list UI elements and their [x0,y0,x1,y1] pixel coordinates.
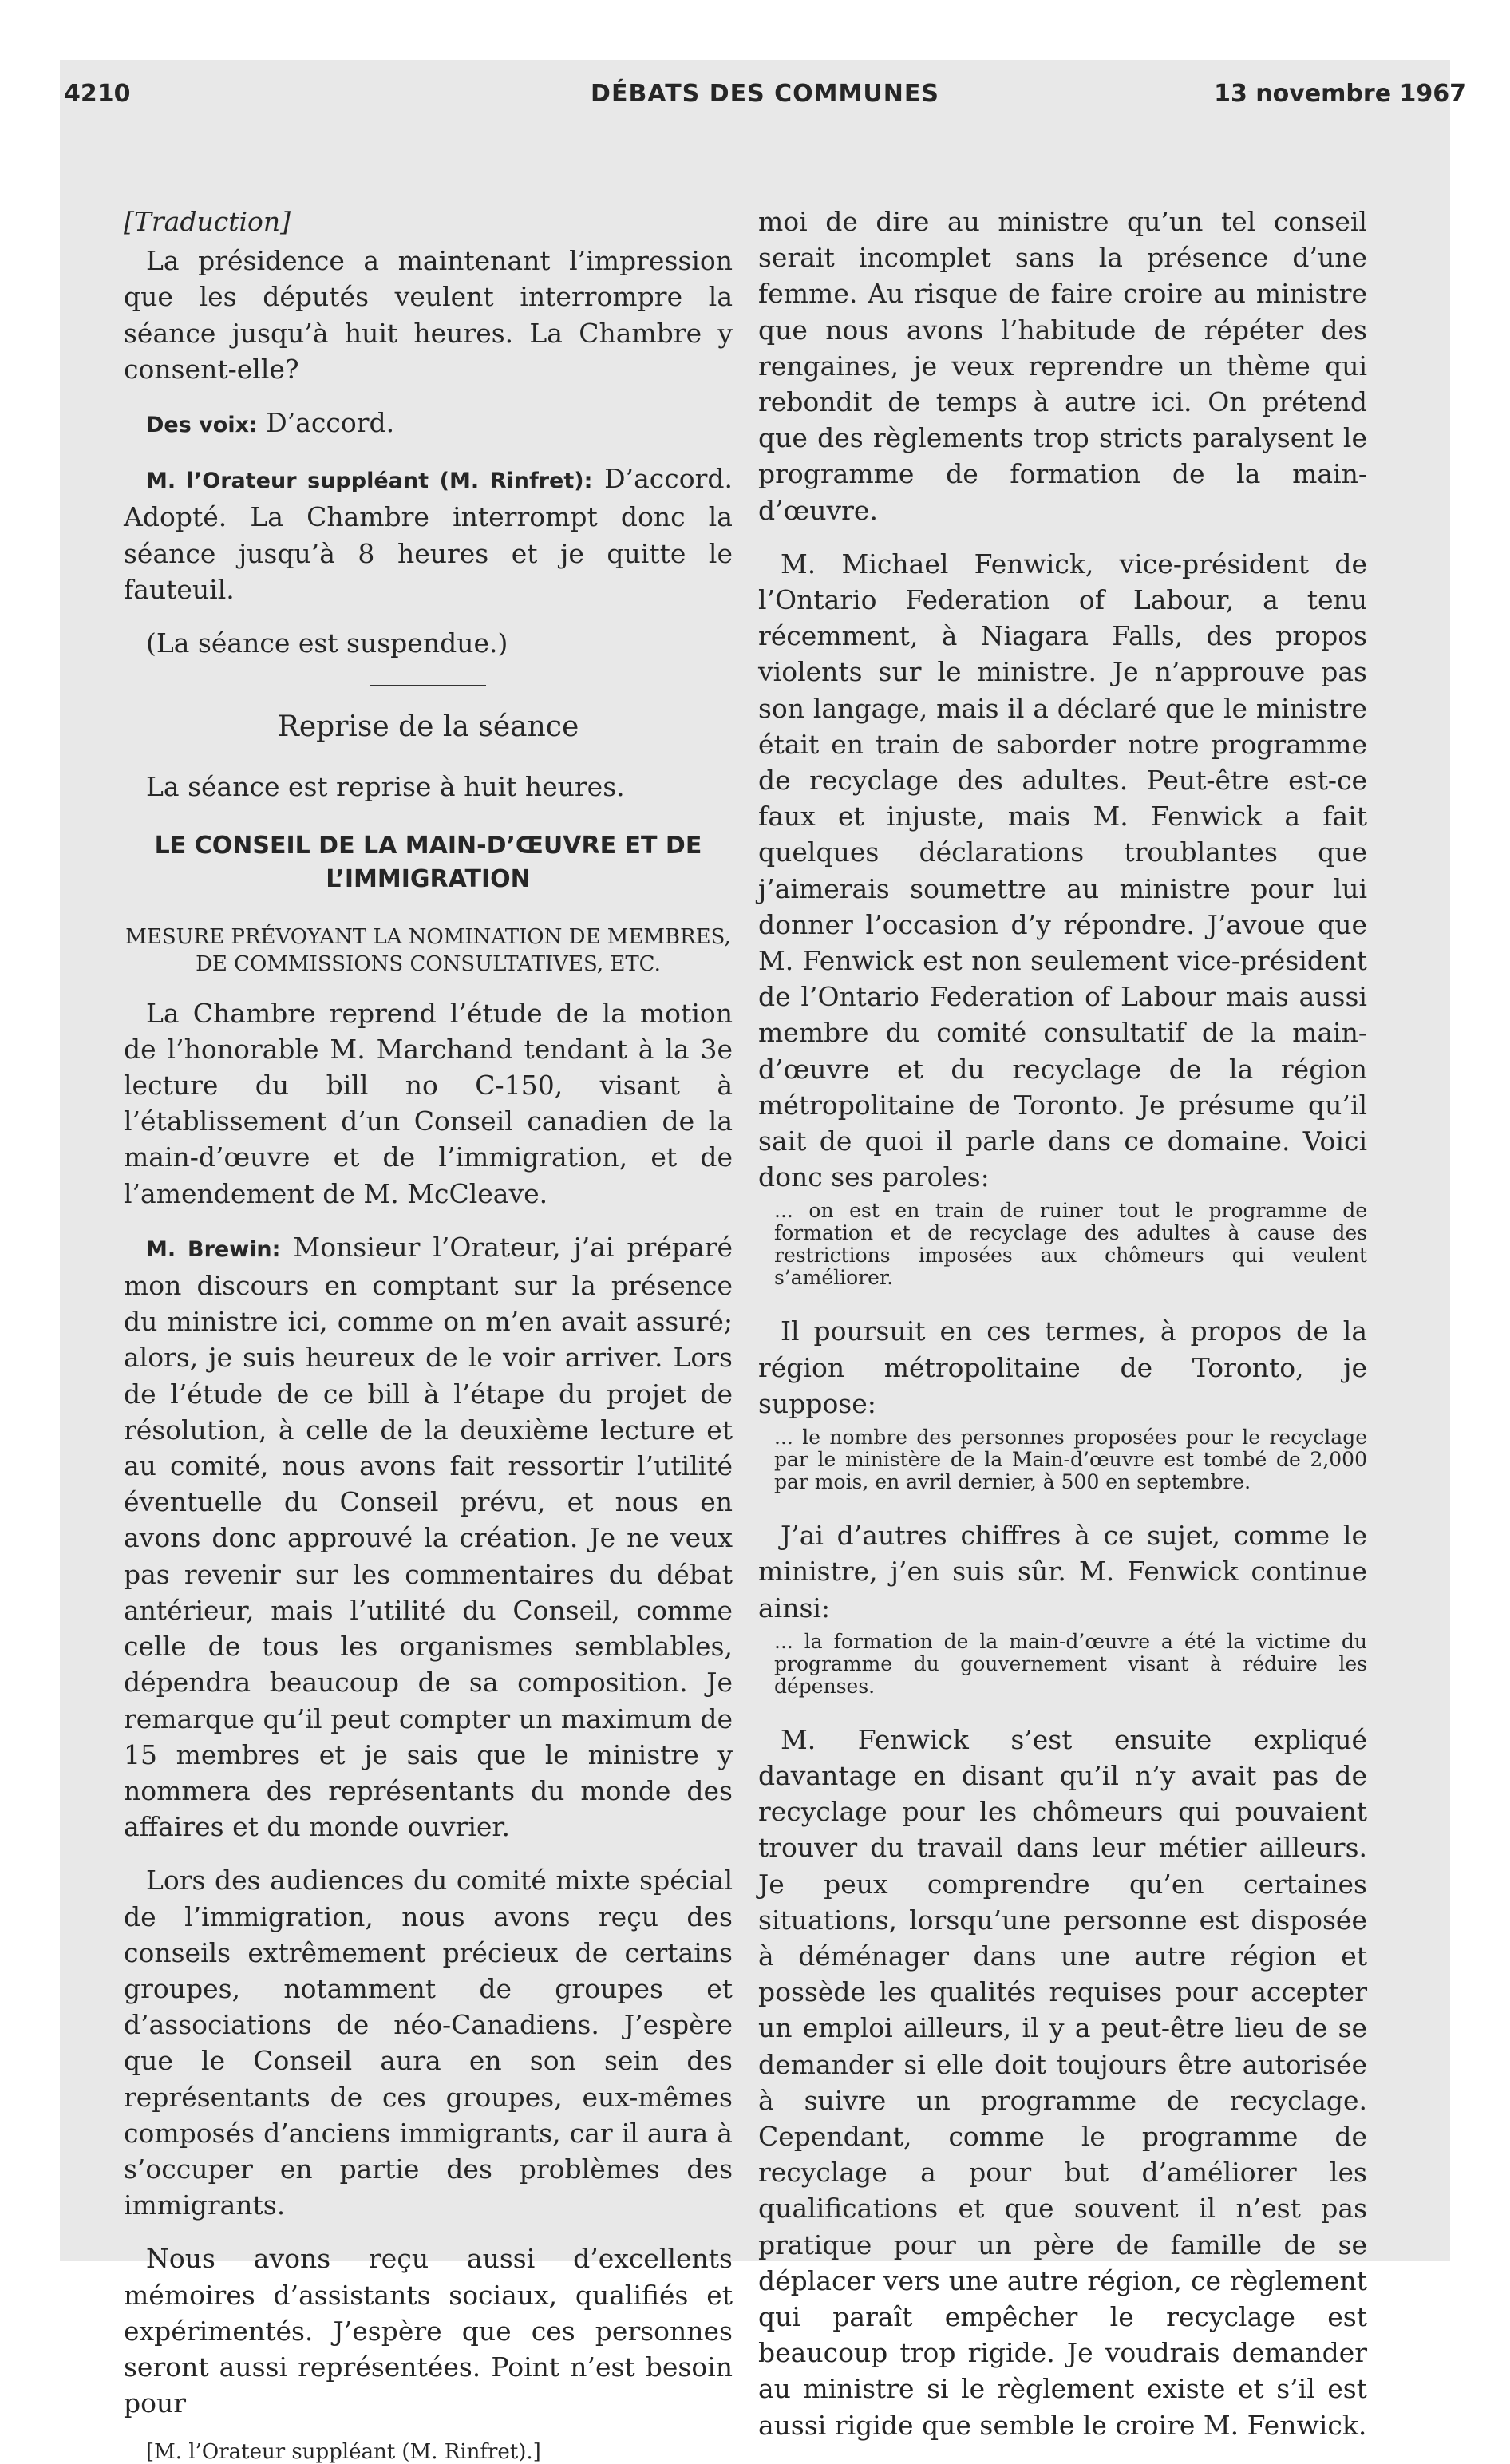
page-number: 4210 [64,80,131,108]
footer-note: [M. l’Orateur suppléant (M. Rinfret).] [146,2440,541,2464]
quote: ... le nombre des personnes proposées pour le recyclage par le ministère de la Main-d’œuvre est tombé de 2,000 par mois, en avril dernier, à 500 en septembre. [774,1426,1367,1494]
paragraph: (La séance est suspendue.) [146,627,508,659]
paragraph: J’ai d’autres chiffres à ce sujet, comme le ministre, j’en suis sûr. M. Fenwick continue ainsi: [758,1520,1367,1624]
section-heading: Reprise de la séance [277,710,579,744]
paragraph: La Chambre reprend l’étude de la motion de l’honorable M. Marchand tendant à la 3e lecture du bill no C-150, visant à l’établissement d’un Conseil canadien de la main-d’œuvre et de l’immigration, et de l’amendement de M. McCleave. [124,997,733,1209]
page-title: DÉBATS DES COMMUNES [591,80,939,108]
right-column [758,204,1367,2446]
sub-heading: MESURE PRÉVOYANT LA NOMINATION DE MEMBRES, DE COMMISSIONS CONSULTATIVES, ETC. [125,924,731,976]
paragraph: La séance est reprise à huit heures. [146,771,625,803]
paragraph: moi de dire au ministre qu’un tel conseil serait incomplet sans la présence d’une femme. Au risque de faire croire au ministre que nous avons l’habitude de répéter des rengaines, je veux reprendre un thème qui rebondit de temps à autre ici. On prétend que des règlements trop stricts paralysent le programme de formation de la main-d’œuvre. [758,206,1367,526]
bold-heading: LE CONSEIL DE LA MAIN-D’ŒUVRE ET DE L’IMMIGRATION [154,831,702,893]
page-header [64,80,1466,128]
speaker-name: M. l’Orateur suppléant (M. Rinfret): [146,469,593,494]
paragraph: Des voix: D’accord. [146,407,395,439]
paragraph: M. l’Orateur suppléant (M. Rinfret): D’accord. Adopté. La Chambre interrompt donc la séance jusqu’à 8 heures et je quitte le fauteuil. [124,463,733,605]
paragraph: M. Brewin: Monsieur l’Orateur, j’ai préparé mon discours en comptant sur la présence du ministre ici, comme on m’en avait assuré; alors, je suis heureux de le voir arriver. Lors de l’étude de ce bill à l’étape du projet de résolution, à celle de la deuxième lecture et au comité, nous avons fait ressortir l’utilité éventuelle du Conseil prévu, et nous en avons donc approuvé la création. Je ne veux pas revenir sur les commentaires du débat antérieur, mais l’utilité du Conseil, comme celle de tous les organismes semblables, dépendra beaucoup de sa composition. Je remarque qu’il peut compter un maximum de 15 membres et je sais que le ministre y nommera des représentants du monde des affaires et du monde ouvrier. [124,1231,733,1843]
paragraph: Lors des audiences du comité mixte spécial de l’immigration, nous avons reçu des conseils extrêmement précieux de certains groupes, notamment de groupes et d’associations de néo-Canadiens. J’espère que le Conseil aura en son sein des représentants de ces groupes, eux-mêmes composés d’anciens immigrants, car il aura à s’occuper en partie des problèmes des immigrants. [124,1865,733,2221]
quote: ... on est en train de ruiner tout le programme de formation et de recyclage des adultes à cause des restrictions imposées aux chômeurs qui veulent s’améliorer. [774,1199,1367,1290]
translation-tag: [Traduction] [124,206,291,237]
speaker-name: Des voix: [146,413,258,438]
page-date: 13 novembre 1967 [1214,80,1466,108]
left-column [124,204,733,2464]
divider [370,685,486,686]
paragraph: Nous avons reçu aussi d’excellents mémoires d’assistants sociaux, qualifiés et expérimentés. J’espère que ces personnes seront aussi représentées. Point n’est besoin pour [124,2243,733,2419]
paragraph: M. Fenwick s’est ensuite expliqué davantage en disant qu’il n’y avait pas de recyclage pour les chômeurs qui pouvaient trouver du travail dans leur métier ailleurs. Je peux comprendre qu’en certaines situations, lorsqu’une personne est disposée à déménager dans une autre région et possède les qualités requises pour accepter un emploi ailleurs, il y a peut-être lieu de se demander si elle doit toujours être autorisée à suivre un programme de recyclage. Cependant, comme le programme de recyclage a pour but d’améliorer les qualifications et que souvent il n’est pas pratique pour un père de famille de se déplacer vers une autre région, ce règlement qui paraît empêcher le recyclage est beaucoup trop rigide. Je voudrais demander au ministre si le règlement existe et s’il est aussi rigide que semble le croire M. Fenwick. [758,1723,1367,2441]
speaker-name: M. Brewin: [146,1236,281,1262]
paragraph: La présidence a maintenant l’impression que les députés veulent interrompre la séance jusqu’à huit heures. La Chambre y consent-elle? [124,245,733,385]
quote: ... la formation de la main-d’œuvre a été la victime du programme du gouvernement visant à réduire les dépenses. [774,1629,1367,1698]
paragraph: Il poursuit en ces termes, à propos de la région métropolitaine de Toronto, je suppose: [758,1315,1367,1419]
paragraph: M. Michael Fenwick, vice-président de l’Ontario Federation of Labour, a tenu récemment, à Niagara Falls, des propos violents sur le ministre. Je n’approuve pas son langage, mais il a déclaré que le ministre était en train de saborder notre programme de recyclage des adultes. Peut-être est-ce faux et injuste, mais M. Fenwick a fait quelques déclarations troublantes que j’aimerais soumettre au ministre pour lui donner l’occasion d’y répondre. J’avoue que M. Fenwick est non seulement vice-président de l’Ontario Federation of Labour mais aussi membre du comité consultatif de la main-d’œuvre et du recyclage de la région métropolitaine de Toronto. Je présume qu’il sait de quoi il parle dans ce domaine. Voici donc ses paroles: [758,548,1367,1193]
